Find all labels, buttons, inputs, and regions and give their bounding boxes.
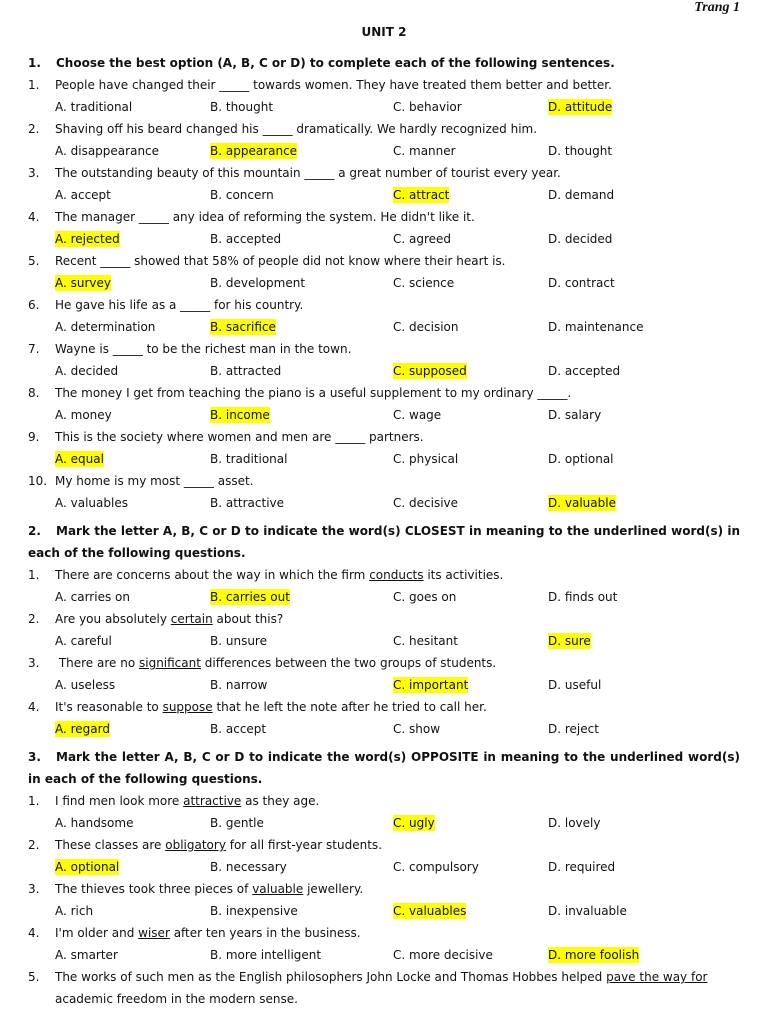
option-label: D. accepted xyxy=(548,364,621,378)
options-row xyxy=(28,718,740,740)
option-label: A. useless xyxy=(55,678,116,692)
worksheet-content xyxy=(28,52,740,1010)
option-label: D. contract xyxy=(548,276,615,290)
option-label: A. handsome xyxy=(55,816,134,830)
question-row xyxy=(28,608,740,630)
option-label: C. science xyxy=(393,276,455,290)
option-label: B. unsure xyxy=(210,634,267,648)
question-text-continued: academic freedom in the modern sense. xyxy=(55,992,298,1006)
option-d xyxy=(548,812,600,834)
question-number: 10. xyxy=(28,474,48,488)
option-label: D. attitude xyxy=(548,100,613,114)
question-text xyxy=(55,696,487,718)
question-text-part: The works of such men as the English philosophers John Locke and Thomas Hobbes helped xyxy=(55,970,607,984)
option-b xyxy=(210,630,267,652)
option-label: C. compulsory xyxy=(393,860,479,874)
option-label: C. show xyxy=(393,722,441,736)
option-d xyxy=(548,140,612,162)
option-label: C. goes on xyxy=(393,590,457,604)
question-text-part: The outstanding beauty of this mountain _____ a great number of tourist every year. xyxy=(55,166,561,180)
question-text-part: These classes are xyxy=(55,838,166,852)
question-number: 2. xyxy=(28,612,40,626)
option-label: C. physical xyxy=(393,452,459,466)
question-number: 6. xyxy=(28,298,40,312)
question-row xyxy=(28,790,740,812)
option-d xyxy=(548,718,599,740)
option-label: C. attract xyxy=(393,188,450,202)
question-text xyxy=(55,564,503,586)
question-text xyxy=(55,878,363,900)
question-text-part: for all first-year students. xyxy=(225,838,382,852)
question-number: 1. xyxy=(28,78,40,92)
option-label: A. smarter xyxy=(55,948,118,962)
option-a-answer xyxy=(55,718,110,740)
question-text xyxy=(55,118,537,140)
question-text xyxy=(55,966,707,988)
option-d-answer xyxy=(548,630,591,652)
question-text xyxy=(55,162,561,184)
underlined-word: pave the way for xyxy=(606,970,708,984)
option-label: D. reject xyxy=(548,722,599,736)
unit-title: UNIT 2 xyxy=(361,25,407,39)
option-label: B. concern xyxy=(210,188,274,202)
option-label: D. valuable xyxy=(548,496,616,510)
option-c xyxy=(393,718,440,740)
options-row xyxy=(28,360,740,382)
section-heading-1 xyxy=(28,52,740,74)
option-label: C. more decisive xyxy=(393,948,493,962)
option-b xyxy=(210,228,281,250)
question-row xyxy=(28,470,740,492)
option-c xyxy=(393,404,441,426)
option-a xyxy=(55,900,93,922)
question-number: 9. xyxy=(28,430,40,444)
option-label: B. accept xyxy=(210,722,267,736)
question-text-part: There are no xyxy=(55,656,139,670)
option-a xyxy=(55,360,118,382)
question-row xyxy=(28,696,740,718)
question-text-part: The thieves took three pieces of xyxy=(55,882,253,896)
options-row xyxy=(28,140,740,162)
option-label: C. agreed xyxy=(393,232,452,246)
option-label: A. survey xyxy=(55,276,112,290)
option-c-answer xyxy=(393,674,468,696)
question-row xyxy=(28,966,740,988)
question-text-part: People have changed their _____ towards women. They have treated them better and better. xyxy=(55,78,612,92)
question-text xyxy=(55,834,382,856)
option-a-answer xyxy=(55,272,111,294)
question-number: 5. xyxy=(28,970,40,984)
option-label: C. manner xyxy=(393,144,456,158)
options-row xyxy=(28,404,740,426)
option-label: B. accepted xyxy=(210,232,282,246)
option-label: C. behavior xyxy=(393,100,462,114)
option-a xyxy=(55,630,112,652)
underlined-word: obligatory xyxy=(165,838,226,852)
question-text-part: I find men look more xyxy=(55,794,184,808)
question-row xyxy=(28,250,740,272)
option-a xyxy=(55,404,112,426)
underlined-word: attractive xyxy=(183,794,242,808)
option-c xyxy=(393,96,462,118)
option-b xyxy=(210,96,273,118)
question-text-part: Shaving off his beard changed his _____ dramatically. We hardly recognized him. xyxy=(55,122,538,136)
option-b xyxy=(210,674,267,696)
question-text-part: I'm older and xyxy=(55,926,139,940)
question-text xyxy=(55,206,475,228)
option-c xyxy=(393,448,458,470)
options-row xyxy=(28,586,740,608)
question-text-part: after ten years in the business. xyxy=(169,926,361,940)
question-text-part: about this? xyxy=(212,612,284,626)
question-number: 2. xyxy=(28,838,40,852)
option-label: B. development xyxy=(210,276,306,290)
option-b xyxy=(210,856,287,878)
option-label: D. demand xyxy=(548,188,615,202)
option-a-answer xyxy=(55,228,120,250)
option-a xyxy=(55,674,115,696)
option-label: D. sure xyxy=(548,634,591,648)
options-row xyxy=(28,316,740,338)
option-label: A. disappearance xyxy=(55,144,160,158)
question-text xyxy=(55,382,571,404)
option-d xyxy=(548,272,615,294)
question-text xyxy=(55,294,303,316)
section-number: 2. xyxy=(28,524,41,538)
question-number: 1. xyxy=(28,794,40,808)
option-label: A. rejected xyxy=(55,232,120,246)
option-label: B. necessary xyxy=(210,860,287,874)
option-label: B. traditional xyxy=(210,452,288,466)
question-row xyxy=(28,74,740,96)
options-row xyxy=(28,856,740,878)
question-text-part: Are you absolutely xyxy=(55,612,171,626)
option-d-answer xyxy=(548,96,612,118)
question-text-part: Recent _____ showed that 58% of people did not know where their heart is. xyxy=(55,254,506,268)
section-title: Mark the letter A, B, C or D to indicate the word(s) CLOSEST in meaning to the underlined word(s) in each of the following questions. xyxy=(28,524,740,560)
option-b-answer xyxy=(210,316,276,338)
option-a xyxy=(55,492,128,514)
option-label: C. valuables xyxy=(393,904,467,918)
option-a xyxy=(55,96,132,118)
question-row xyxy=(28,834,740,856)
question-row xyxy=(28,878,740,900)
option-c xyxy=(393,492,458,514)
option-d xyxy=(548,448,614,470)
question-number: 7. xyxy=(28,342,40,356)
question-number: 5. xyxy=(28,254,40,268)
question-text xyxy=(55,470,254,492)
option-label: A. careful xyxy=(55,634,112,648)
underlined-word: wiser xyxy=(138,926,170,940)
option-a xyxy=(55,140,159,162)
question-row xyxy=(28,652,740,674)
option-label: D. maintenance xyxy=(548,320,644,334)
question-text-part: Wayne is _____ to be the richest man in the town. xyxy=(55,342,352,356)
option-label: B. income xyxy=(210,408,270,422)
option-label: B. carries out xyxy=(210,590,290,604)
option-d xyxy=(548,674,601,696)
question-text xyxy=(55,74,612,96)
option-label: D. lovely xyxy=(548,816,601,830)
option-c-answer xyxy=(393,360,467,382)
options-row xyxy=(28,448,740,470)
question-number: 1. xyxy=(28,568,40,582)
question-row xyxy=(28,206,740,228)
option-label: B. gentle xyxy=(210,816,264,830)
option-c xyxy=(393,586,456,608)
question-row xyxy=(28,294,740,316)
underlined-word: suppose xyxy=(162,700,213,714)
option-d xyxy=(548,404,601,426)
option-label: B. thought xyxy=(210,100,274,114)
option-d xyxy=(548,586,617,608)
question-row xyxy=(28,338,740,360)
question-text-part: as they age. xyxy=(241,794,320,808)
option-b-answer xyxy=(210,140,297,162)
option-label: A. accept xyxy=(55,188,111,202)
options-row xyxy=(28,184,740,206)
page-number: Trang 1 xyxy=(694,0,740,15)
question-number: 3. xyxy=(28,882,40,896)
option-d-answer xyxy=(548,492,616,514)
options-row xyxy=(28,944,740,966)
option-d xyxy=(548,856,615,878)
option-d xyxy=(548,900,627,922)
option-label: A. valuables xyxy=(55,496,128,510)
options-row xyxy=(28,492,740,514)
option-b xyxy=(210,184,274,206)
section-title: Choose the best option (A, B, C or D) to complete each of the following sentences. xyxy=(56,56,615,70)
question-text xyxy=(55,922,361,944)
option-label: C. decision xyxy=(393,320,459,334)
question-text-part: There are concerns about the way in which the firm xyxy=(55,568,370,582)
question-text-part: differences between the two groups of students. xyxy=(200,656,497,670)
question-text xyxy=(55,790,319,812)
option-label: B. attracted xyxy=(210,364,282,378)
option-b xyxy=(210,272,305,294)
option-label: D. invaluable xyxy=(548,904,627,918)
question-number: 4. xyxy=(28,700,40,714)
options-row xyxy=(28,96,740,118)
option-label: D. more foolish xyxy=(548,948,640,962)
options-row xyxy=(28,228,740,250)
option-label: A. rich xyxy=(55,904,94,918)
option-c xyxy=(393,272,454,294)
option-c-answer xyxy=(393,812,435,834)
option-c-answer xyxy=(393,900,466,922)
option-label: B. appearance xyxy=(210,144,298,158)
option-label: C. hesitant xyxy=(393,634,458,648)
option-label: D. useful xyxy=(548,678,602,692)
question-number: 2. xyxy=(28,122,40,136)
question-text xyxy=(55,426,424,448)
option-d-answer xyxy=(548,944,639,966)
option-label: B. more intelligent xyxy=(210,948,322,962)
question-text-part: jewellery. xyxy=(303,882,364,896)
option-label: B. inexpensive xyxy=(210,904,298,918)
option-label: C. supposed xyxy=(393,364,467,378)
question-row xyxy=(28,564,740,586)
option-c xyxy=(393,228,451,250)
option-a-answer xyxy=(55,856,119,878)
option-label: C. wage xyxy=(393,408,442,422)
underlined-word: significant xyxy=(138,656,201,670)
option-label: B. attractive xyxy=(210,496,285,510)
option-a xyxy=(55,316,155,338)
question-number: 3. xyxy=(28,166,40,180)
question-text-part: My home is my most _____ asset. xyxy=(55,474,254,488)
option-a-answer xyxy=(55,448,104,470)
question-text-part: He gave his life as a _____ for his country. xyxy=(55,298,304,312)
options-row xyxy=(28,900,740,922)
section-heading-3 xyxy=(28,746,740,790)
option-a xyxy=(55,586,130,608)
question-row xyxy=(28,162,740,184)
option-c-answer xyxy=(393,184,449,206)
option-c xyxy=(393,140,456,162)
option-a xyxy=(55,184,111,206)
question-text xyxy=(55,652,496,674)
question-number: 8. xyxy=(28,386,40,400)
option-a xyxy=(55,944,118,966)
option-label: C. important xyxy=(393,678,469,692)
option-b xyxy=(210,448,287,470)
option-label: D. required xyxy=(548,860,616,874)
option-a xyxy=(55,812,133,834)
question-text-part: This is the society where women and men are _____ partners. xyxy=(55,430,424,444)
question-number: 3. xyxy=(28,656,40,670)
question-text-part: The manager _____ any idea of reforming the system. He didn't like it. xyxy=(55,210,475,224)
section-title: Mark the letter A, B, C or D to indicate the word(s) OPPOSITE in meaning to the underlined word(s) in each of the following questions. xyxy=(28,750,740,786)
question-row xyxy=(28,118,740,140)
option-label: B. narrow xyxy=(210,678,268,692)
option-b xyxy=(210,492,284,514)
option-b xyxy=(210,360,281,382)
option-b xyxy=(210,718,266,740)
question-text xyxy=(55,250,506,272)
question-text-part: that he left the note after he tried to call her. xyxy=(212,700,487,714)
option-label: C. decisive xyxy=(393,496,459,510)
options-row xyxy=(28,630,740,652)
option-c xyxy=(393,944,493,966)
question-text xyxy=(55,338,351,360)
question-number: 4. xyxy=(28,926,40,940)
option-c xyxy=(393,856,479,878)
option-b-answer xyxy=(210,404,270,426)
underlined-word: valuable xyxy=(252,882,304,896)
option-label: D. salary xyxy=(548,408,602,422)
option-label: D. thought xyxy=(548,144,613,158)
option-d xyxy=(548,360,620,382)
options-row xyxy=(28,272,740,294)
section-number: 1. xyxy=(28,56,41,70)
options-row xyxy=(28,674,740,696)
option-label: B. sacrifice xyxy=(210,320,276,334)
option-label: A. decided xyxy=(55,364,119,378)
option-c xyxy=(393,316,458,338)
question-text-part: It's reasonable to xyxy=(55,700,163,714)
option-label: D. finds out xyxy=(548,590,618,604)
question-text xyxy=(55,608,283,630)
option-c xyxy=(393,630,458,652)
underlined-word: conducts xyxy=(369,568,424,582)
option-b-answer xyxy=(210,586,290,608)
question-row xyxy=(28,382,740,404)
option-label: A. optional xyxy=(55,860,120,874)
question-row xyxy=(28,922,740,944)
option-label: A. regard xyxy=(55,722,110,736)
question-number: 4. xyxy=(28,210,40,224)
option-d xyxy=(548,184,614,206)
option-label: A. equal xyxy=(55,452,104,466)
section-number: 3. xyxy=(28,750,41,764)
option-label: A. traditional xyxy=(55,100,133,114)
question-text-part: its activities. xyxy=(423,568,504,582)
option-label: D. decided xyxy=(548,232,613,246)
question-text-part: The money I get from teaching the piano is a useful supplement to my ordinary _____. xyxy=(55,386,572,400)
option-label: C. ugly xyxy=(393,816,435,830)
underlined-word: certain xyxy=(170,612,213,626)
option-label: D. optional xyxy=(548,452,614,466)
section-heading-2 xyxy=(28,520,740,564)
option-label: A. determination xyxy=(55,320,156,334)
option-b xyxy=(210,944,321,966)
option-b xyxy=(210,900,298,922)
option-d xyxy=(548,316,643,338)
options-row xyxy=(28,812,740,834)
option-d xyxy=(548,228,612,250)
option-label: A. carries on xyxy=(55,590,130,604)
option-b xyxy=(210,812,264,834)
option-label: A. money xyxy=(55,408,112,422)
question-row xyxy=(28,426,740,448)
